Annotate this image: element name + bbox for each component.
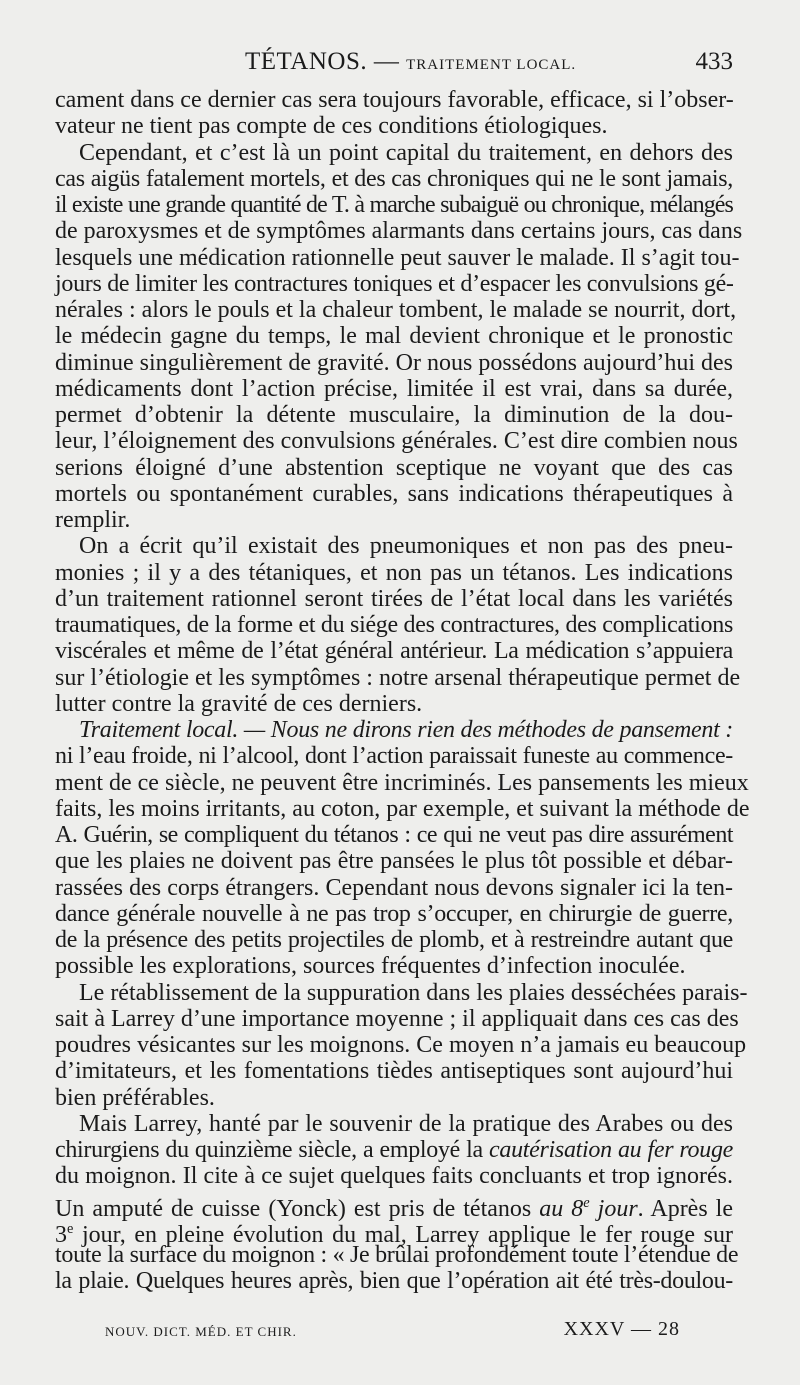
text-line: monies ; il y a des tétaniques, et non pas un tétanos. Les indications — [55, 559, 733, 586]
section-title: TRAITEMENT LOCAL. — [406, 57, 577, 73]
text-line: lutter contre la gravité de ces derniers. — [55, 690, 423, 717]
text-line: Un amputé de cuisse (Yonck) est pris de tétanos au 8e jour. Après le — [55, 1194, 734, 1222]
text-line: le médecin gagne du temps, le mal devient chronique et le pronostic — [55, 323, 733, 350]
text-line: cas aigüs fatalement mortels, et des cas chroniques qui ne le sont jamais, — [55, 165, 733, 192]
footer-volume: XXXV — 28 — [563, 1318, 680, 1340]
text-line: d’un traitement rationnel seront tirées de l’état local dans les variétés — [55, 585, 733, 612]
text-line: de la présence des petits projectiles de plomb, et à restreindre autant que — [55, 927, 733, 953]
text-line: rassées des corps étrangers. Cependant nous devons signaler ici la ten- — [55, 874, 733, 901]
text-line: viscérales et même de l’état général antérieur. La médication s’appuiera — [55, 638, 733, 665]
text-line: On a écrit qu’il existait des pneumoniques et non pas des pneu- — [79, 533, 733, 560]
text-line: 3e jour, en pleine évolution du mal, Larrey applique le fer rouge sur — [55, 1220, 733, 1248]
text-line: bien préférables. — [55, 1084, 215, 1111]
text-line: diminue singulièrement de gravité. Or nous possédons aujourd’hui des — [55, 349, 733, 376]
text-line: serions éloigné d’une abstention sceptique ne voyant que des cas — [55, 454, 733, 481]
text-line: médicaments dont l’action précise, limitée il est vrai, dans sa durée, — [55, 375, 733, 402]
text-line: lesquels une médication rationnelle peut sauver le malade. Il s’agit tou- — [55, 244, 740, 271]
text-line: il existe une grande quantité de T. à marche subaiguë ou chronique, mélangés — [55, 192, 733, 218]
text-line: chirurgiens du quinzième siècle, a employé la cautérisation au fer rouge — [55, 1137, 733, 1163]
text-line: leur, l’éloignement des convulsions générales. C’est dire combien nous — [55, 428, 738, 455]
text-line: mortels ou spontanément curables, sans indications thérapeutiques à — [55, 480, 733, 507]
text-line: ni l’eau froide, ni l’alcool, dont l’action paraissait funeste au commence- — [55, 743, 733, 770]
text-line: A. Guérin, se compliquent du tétanos : ce qui ne veut pas dire assurément — [55, 822, 733, 848]
text-line: Cependant, et c’est là un point capital du traitement, en dehors des — [79, 139, 733, 166]
text-line: vateur ne tient pas compte de ces conditions étiologiques. — [55, 113, 608, 140]
text-line: possible les explorations, sources fréquentes d’infection inoculée. — [55, 953, 686, 980]
text-line: faits, les moins irritants, au coton, par exemple, et suivant la méthode de — [55, 795, 750, 822]
footer-signature: NOUV. DICT. MÉD. ET CHIR. — [105, 1324, 297, 1339]
text-line: dance générale nouvelle à ne pas trop s’occuper, en chirurgie de guerre, — [55, 900, 733, 927]
text-line: d’imitateurs, et les fomentations tièdes antiseptiques sont aujourd’hui — [55, 1058, 733, 1085]
text-line — [55, 717, 733, 743]
text-line: cament dans ce dernier cas sera toujours favorable, efficace, si l’obser- — [55, 87, 734, 113]
text-line: permet d’obtenir la détente musculaire, la diminution de la dou- — [55, 402, 733, 428]
text-line: nérales : alors le pouls et la chaleur tombent, le malade se nourrit, dort, — [55, 297, 737, 323]
running-header — [55, 48, 733, 82]
text-line: remplir. — [55, 507, 131, 533]
page-footer — [105, 1318, 680, 1344]
running-title: TÉTANOS. — TRAITEMENT LOCAL. — [245, 48, 577, 75]
text-line: de paroxysmes et de symptômes alarmants dans certains jours, cas dans — [55, 218, 743, 245]
text-line: Mais Larrey, hanté par le souvenir de la pratique des Arabes ou des — [79, 1110, 733, 1137]
text-line: toute la surface du moignon : « Je brûlai profondément toute l’étendue de — [55, 1242, 739, 1268]
text-line: du moignon. Il cite à ce sujet quelques faits concluants et trop ignorés. — [55, 1163, 733, 1190]
text-line: sur l’étiologie et les symptômes : notre arsenal thérapeutique permet de — [55, 664, 741, 691]
text-line: jours de limiter les contractures toniques et d’espacer les convulsions gé- — [55, 270, 734, 297]
text-line: traumatiques, de la forme et du siége des contractures, des complications — [55, 612, 733, 638]
text-line: que les plaies ne doivent pas être pansées le plus tôt possible et débar- — [55, 848, 733, 875]
text-line: Le rétablissement de la suppuration dans les plaies desséchées parais- — [79, 979, 748, 1006]
italic-heading: Traitement local. — Nous ne dirons rien des méthodes de pansement : — [79, 717, 733, 743]
text-line: ment de ce siècle, ne peuvent être incriminés. Les pansements les mieux — [55, 769, 749, 796]
page-number: 433 — [695, 48, 733, 75]
text-line: poudres vésicantes sur les moignons. Ce moyen n’a jamais eu beaucoup — [55, 1032, 747, 1058]
body-text — [55, 87, 750, 1295]
text-line: sait à Larrey d’une importance moyenne ; il appliquait dans ces cas des — [55, 1005, 739, 1032]
text-line: la plaie. Quelques heures après, bien que l’opération ait été très-doulou- — [55, 1268, 733, 1295]
